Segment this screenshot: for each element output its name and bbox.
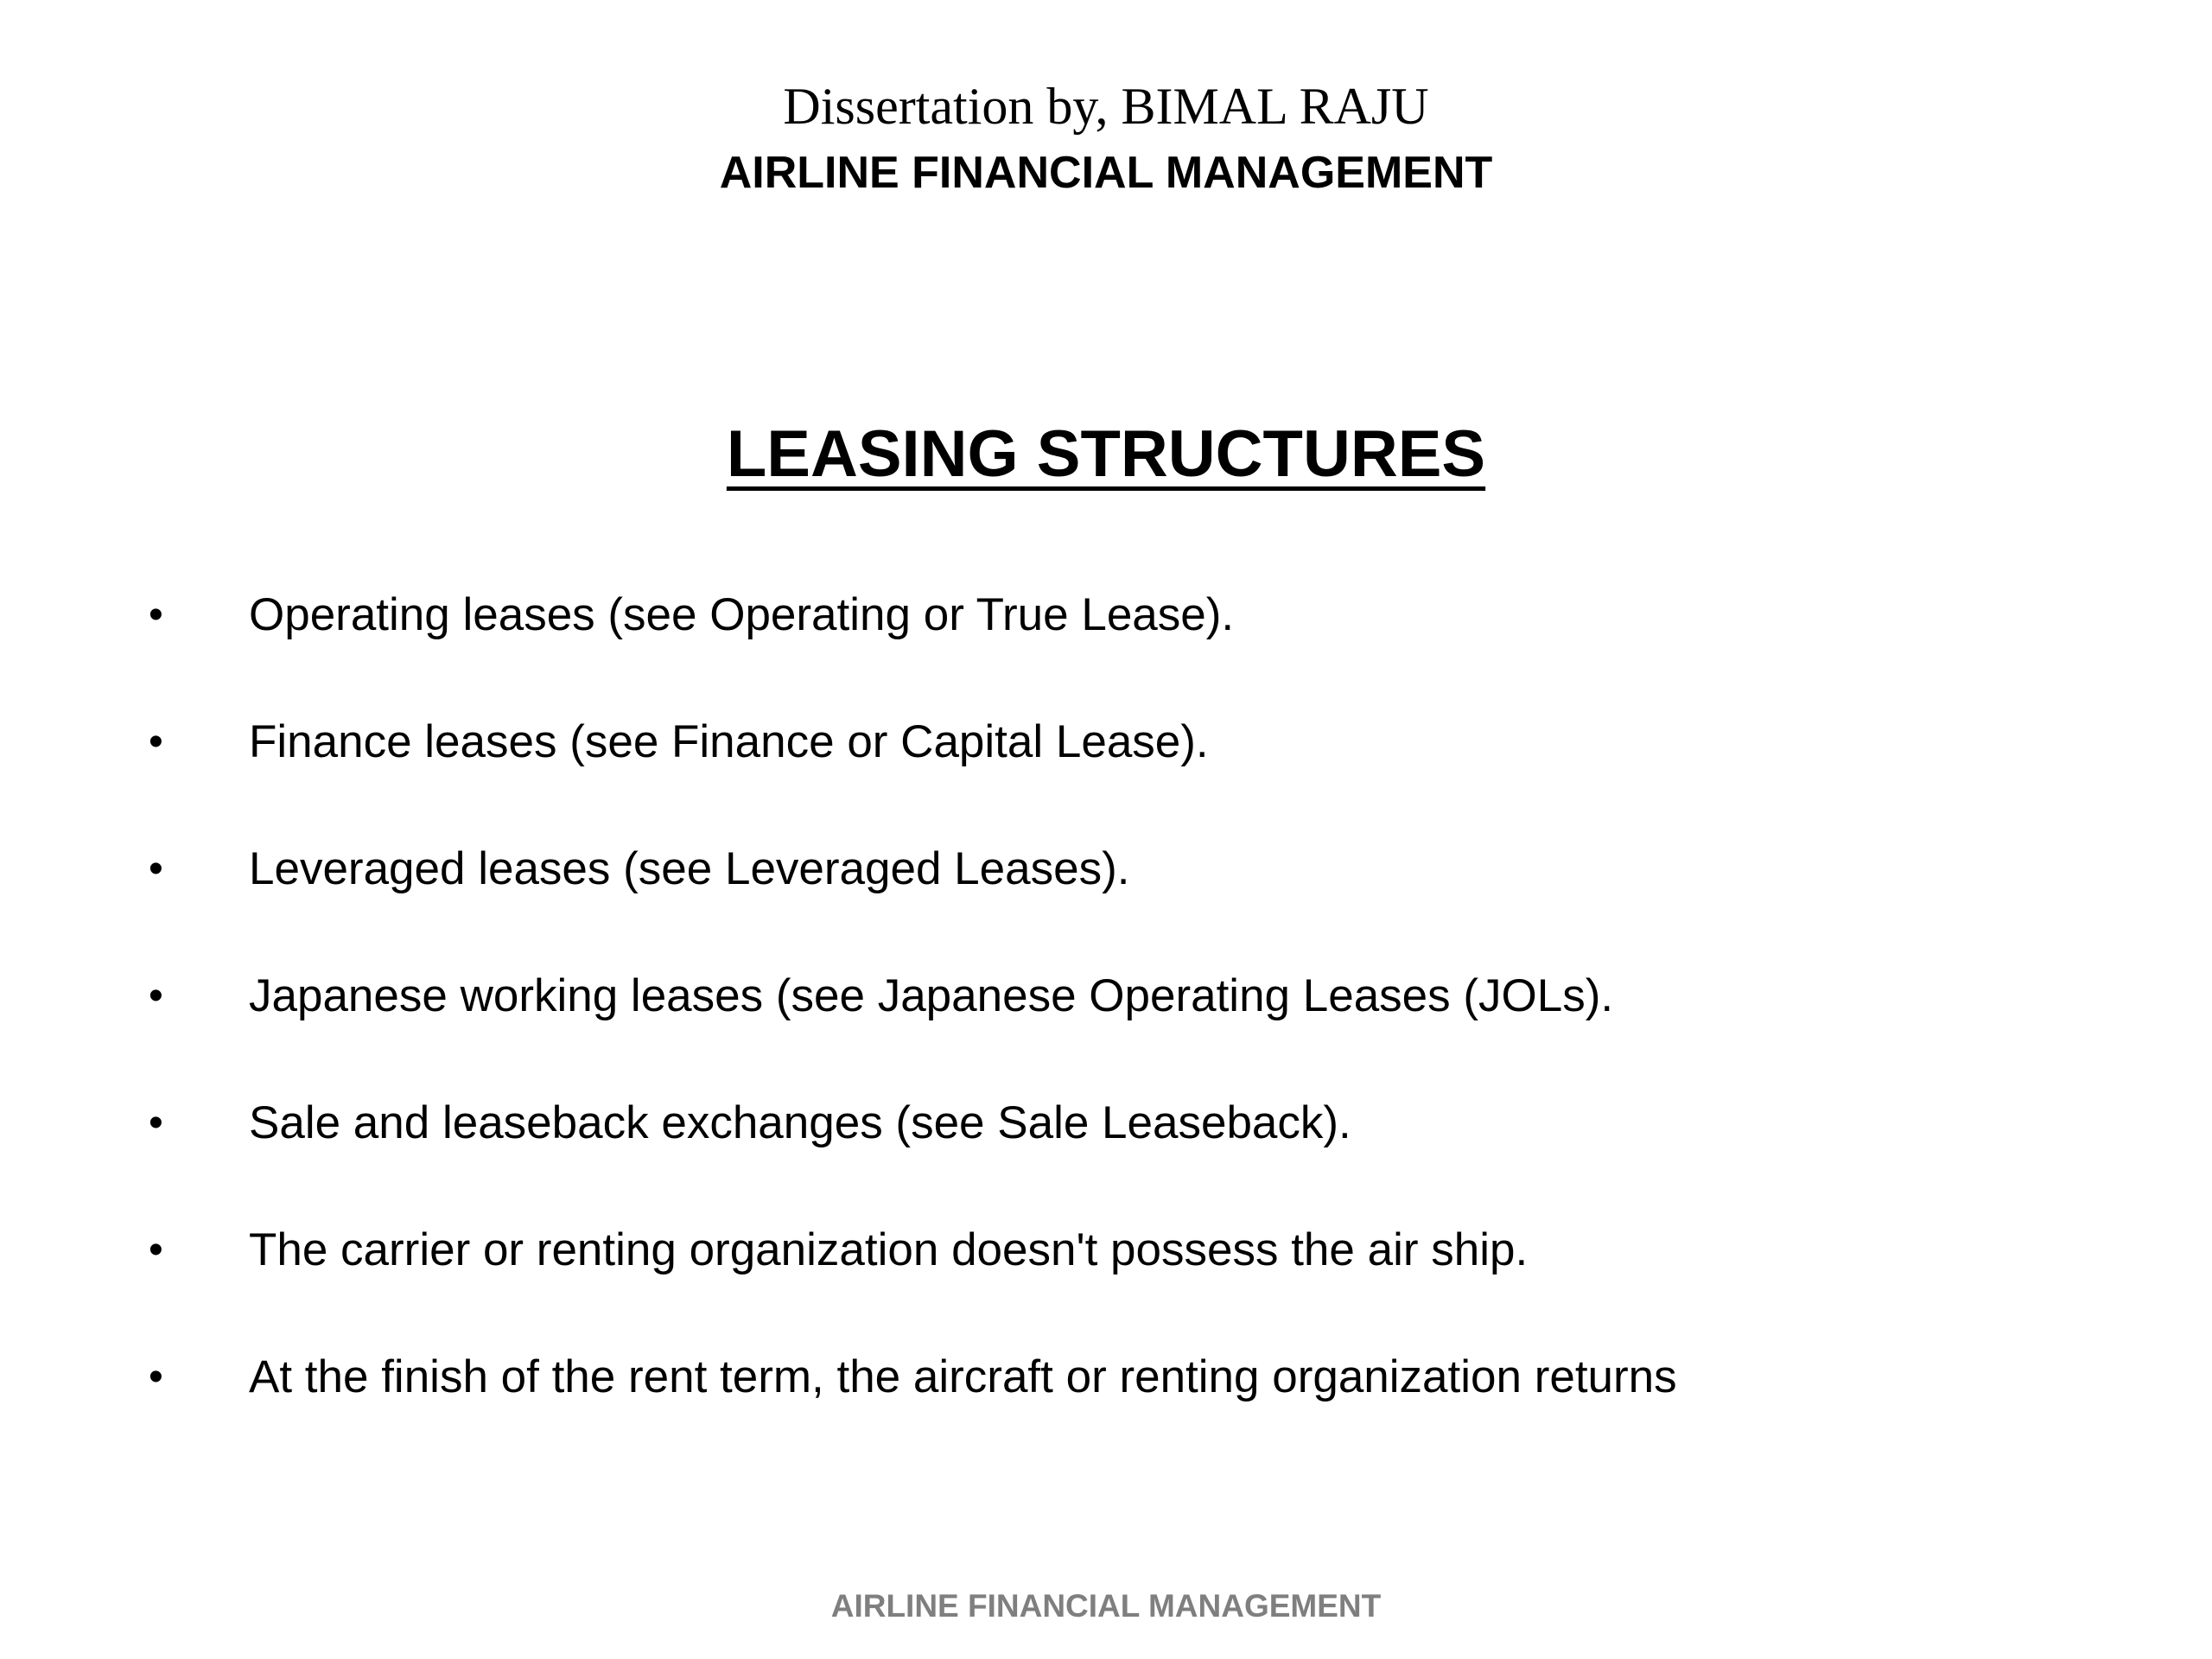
bullet-item (0, 708, 2212, 777)
bullet-item (0, 1343, 2212, 1412)
bullet-text: Leveraged leases (see Leveraged Leases). (249, 843, 1130, 894)
bullet-text: Japanese working leases (see Japanese Operating Leases (JOLs). (249, 970, 1614, 1021)
slide-title: LEASING STRUCTURES (726, 417, 1486, 491)
bullet-item (0, 1089, 2212, 1158)
bullet-icon: • (149, 719, 163, 765)
bullet-item (0, 962, 2212, 1031)
bullet-text: Finance leases (see Finance or Capital Lease). (249, 716, 1209, 767)
author-line: Dissertation by, BIMAL RAJU (783, 78, 1429, 135)
bullet-icon: • (149, 1100, 163, 1146)
bullet-text: The carrier or renting organization doesn't possess the air ship. (249, 1224, 1529, 1275)
bullet-icon: • (149, 1227, 163, 1273)
bullet-icon: • (149, 973, 163, 1019)
bullet-text: Operating leases (see Operating or True Lease). (249, 589, 1235, 640)
bullet-icon: • (149, 1354, 163, 1400)
bullet-icon: • (149, 846, 163, 892)
bullet-icon: • (149, 592, 163, 638)
bullet-item (0, 835, 2212, 904)
bullet-text: At the finish of the rent term, the aircraft or renting organization returns (249, 1351, 1677, 1402)
bullet-item (0, 1216, 2212, 1285)
document-subject: AIRLINE FINANCIAL MANAGEMENT (719, 148, 1493, 198)
bullet-item (0, 581, 2212, 650)
footer-text: AIRLINE FINANCIAL MANAGEMENT (830, 1588, 1382, 1624)
bullet-text: Sale and leaseback exchanges (see Sale Leaseback). (249, 1097, 1351, 1148)
